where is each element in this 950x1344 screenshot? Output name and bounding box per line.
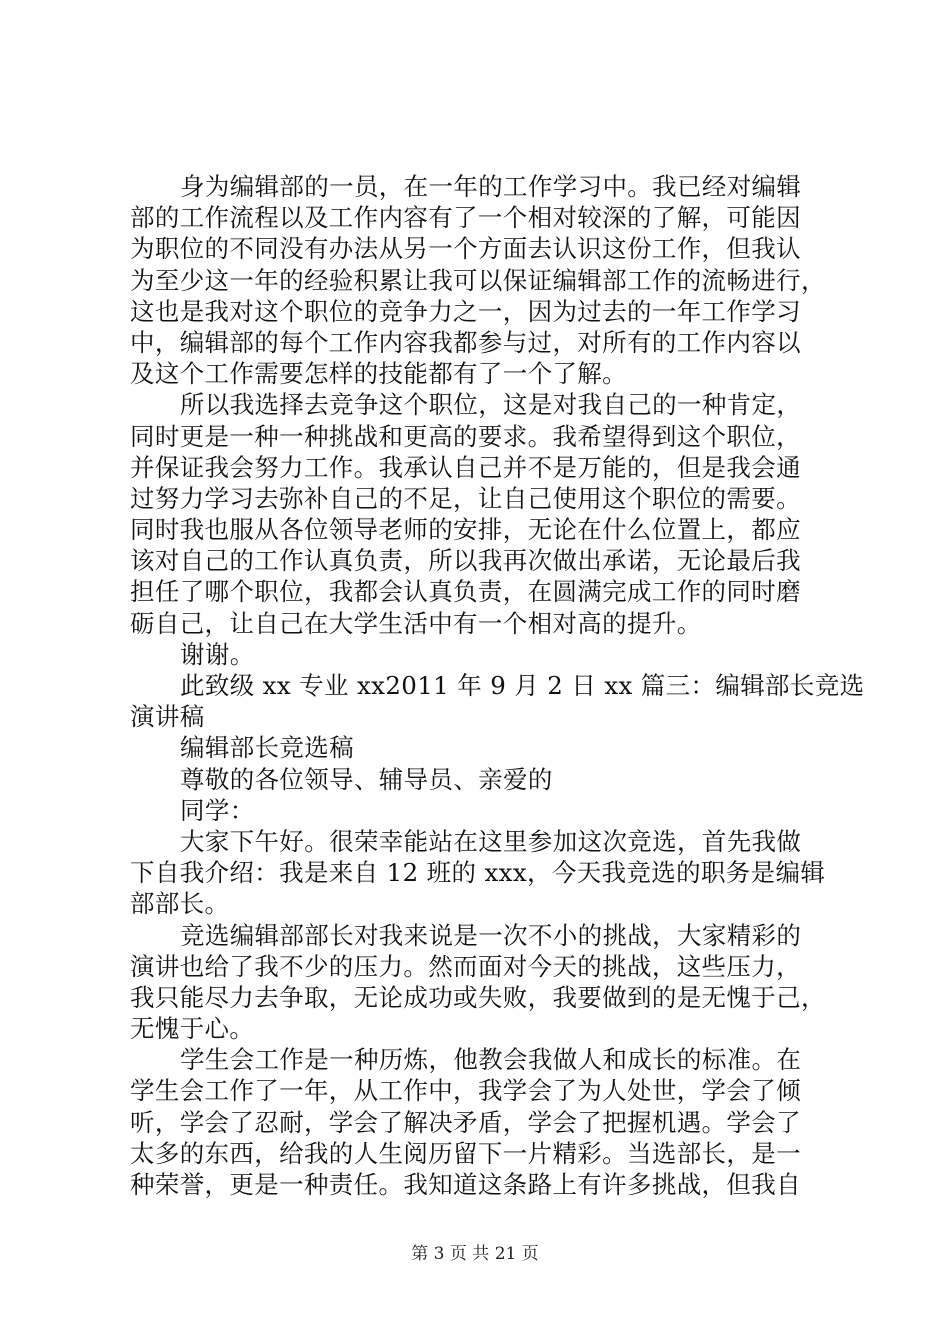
text-line: 此致级 xx 专业 xx2011 年 9 月 2 日 xx 篇三：编辑部长竞选 xyxy=(180,671,865,700)
text-line: 听，学会了忍耐，学会了解决矛盾，学会了把握机遇。学会了 xyxy=(130,1107,801,1137)
text-line: 并保证我会努力工作。我承认自己并不是万能的，但是我会通 xyxy=(130,452,801,482)
text-line: 我只能尽力去争取，无论成功或失败，我要做到的是无愧于己， xyxy=(130,982,826,1012)
text-line: 同时我也服从各位领导老师的安排，无论在什么位置上，都应 xyxy=(130,515,801,545)
text-line: 下自我介绍：我是来自 12 班的 xxx，今天我竞选的职务是编辑 xyxy=(130,858,826,888)
text-line: 无愧于心。 xyxy=(130,1014,255,1044)
text-line: 编辑部长竞选稿 xyxy=(180,733,354,763)
text-line: 砺自己，让自己在大学生活中有一个相对高的提升。 xyxy=(130,608,702,638)
text-line: 部部长。 xyxy=(130,889,230,919)
text-line: 种荣誉，更是一种责任。我知道这条路上有许多挑战，但我自 xyxy=(130,1170,801,1199)
text-line: 学生会工作是一种历炼，他教会我做人和成长的标准。在 xyxy=(180,1045,802,1075)
text-line: 竞选编辑部部长对我来说是一次不小的挑战，大家精彩的 xyxy=(180,920,802,950)
text-line: 同时更是一种一种挑战和更高的要求。我希望得到这个职位， xyxy=(130,421,801,451)
text-line: 演讲稿 xyxy=(130,702,205,732)
text-line: 身为编辑部的一员，在一年的工作学习中。我已经对编辑 xyxy=(180,172,802,201)
text-line: 所以我选择去竞争这个职位，这是对我自己的一种肯定， xyxy=(180,390,802,420)
text-line: 为至少这一年的经验积累让我可以保证编辑部工作的流畅进行， xyxy=(130,265,826,295)
document-body xyxy=(130,171,865,1200)
text-line: 演讲也给了我不少的压力。然而面对今天的挑战，这些压力， xyxy=(130,951,801,981)
text-line: 大家下午好。很荣幸能站在这里参加这次竞选，首先我做 xyxy=(180,826,802,856)
text-line: 担任了哪个职位，我都会认真负责，在圆满完成工作的同时磨 xyxy=(130,577,801,607)
text-line: 这也是我对这个职位的竞争力之一，因为过去的一年工作学习 xyxy=(130,296,801,326)
page-footer xyxy=(0,1243,950,1265)
text-line: 太多的东西，给我的人生阅历留下一片精彩。当选部长，是一 xyxy=(130,1138,801,1168)
text-line: 及这个工作需要怎样的技能都有了一个了解。 xyxy=(130,359,627,389)
text-line: 中，编辑部的每个工作内容我都参与过，对所有的工作内容以 xyxy=(130,327,801,357)
page-number-label: 第 3 页 共 21 页 xyxy=(411,1244,539,1264)
text-line: 谢谢。 xyxy=(180,639,255,669)
text-line: 尊敬的各位领导、辅导员、亲爱的 xyxy=(180,764,553,794)
text-line: 同学： xyxy=(180,795,255,825)
text-line: 该对自己的工作认真负责，所以我再次做出承诺，无论最后我 xyxy=(130,546,801,576)
text-line: 为职位的不同没有办法从另一个方面去认识这份工作，但我认 xyxy=(130,234,801,264)
text-line: 部的工作流程以及工作内容有了一个相对较深的了解，可能因 xyxy=(130,203,801,233)
text-line: 学生会工作了一年，从工作中，我学会了为人处世，学会了倾 xyxy=(130,1076,801,1106)
text-line: 过努力学习去弥补自己的不足，让自己使用这个职位的需要。 xyxy=(130,483,801,513)
